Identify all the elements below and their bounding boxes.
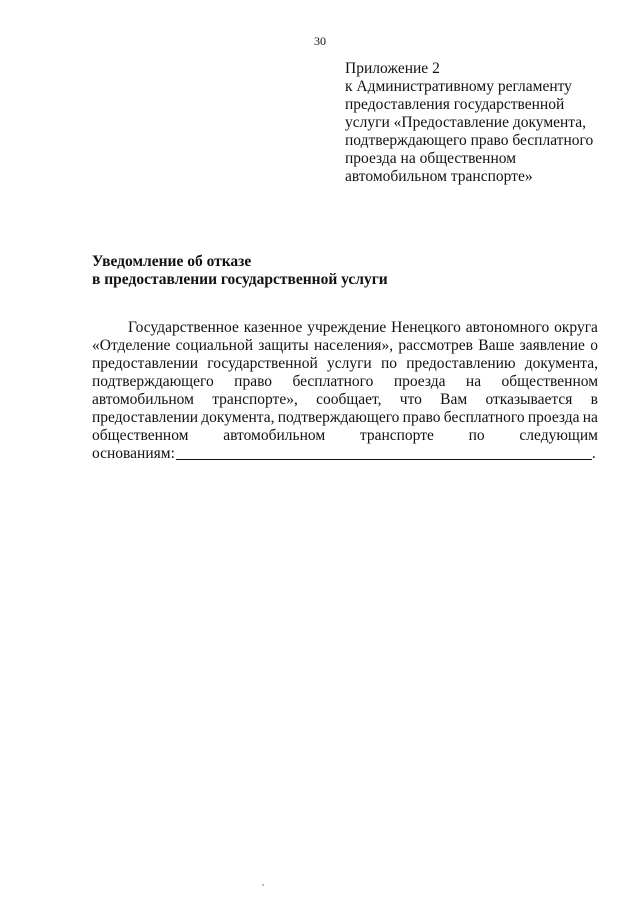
body-line xyxy=(92,319,598,337)
body-word: документа, xyxy=(201,409,275,426)
appendix-line: Приложение 2 xyxy=(345,60,440,77)
title-line-1: Уведомление об отказе xyxy=(92,253,252,270)
grounds-end: . xyxy=(591,445,596,462)
body-word: «Отделение xyxy=(92,337,171,354)
body-word: подтверждающего xyxy=(92,373,214,390)
appendix-line: предоставления государственной xyxy=(345,96,565,113)
body-line xyxy=(92,373,598,391)
appendix-line: подтверждающего право бесплатного xyxy=(345,132,594,149)
body-word: социальной xyxy=(175,337,254,354)
body-word: право xyxy=(234,373,273,390)
body-word: округа xyxy=(554,319,598,336)
notice-body xyxy=(92,319,598,463)
scan-speck xyxy=(262,884,264,886)
body-word: что xyxy=(399,391,422,408)
title-line-2: в предоставлении государственной услуги xyxy=(92,271,388,288)
body-word: в xyxy=(590,391,598,408)
body-word: по xyxy=(380,355,397,372)
body-word: общественном xyxy=(92,427,189,444)
appendix-line: автомобильном транспорте» xyxy=(345,168,533,185)
grounds-blank-field xyxy=(176,445,592,460)
document-title xyxy=(92,253,572,289)
body-word: Государственное xyxy=(128,319,239,336)
body-line xyxy=(92,409,598,427)
body-word: населения», xyxy=(313,337,394,354)
body-word: общественном xyxy=(501,373,598,390)
body-word: предоставлению xyxy=(406,355,516,372)
appendix-line: услуги «Предоставление документа, xyxy=(345,114,587,131)
body-word: сообщает, xyxy=(316,391,382,408)
body-word: рассмотрев xyxy=(398,337,473,354)
body-word: автомобильном xyxy=(92,391,194,408)
body-word: следующим xyxy=(519,427,598,444)
body-word: на xyxy=(582,409,598,426)
body-word: бесплатного xyxy=(443,409,525,426)
body-word: транспорте», xyxy=(212,391,298,408)
body-word: услуги xyxy=(326,355,372,372)
grounds-label: основаниям: xyxy=(92,445,175,462)
body-word: право xyxy=(402,409,441,426)
appendix-line: проезда на общественном xyxy=(345,150,517,167)
body-word: предоставлении xyxy=(92,409,199,426)
body-line-grounds xyxy=(92,445,598,463)
appendix-header xyxy=(345,60,615,186)
body-word: Вам xyxy=(440,391,468,408)
body-word: предоставлении xyxy=(92,355,199,372)
body-word: на xyxy=(465,373,482,390)
body-word: учреждение xyxy=(307,319,387,336)
body-word: бесплатного xyxy=(292,373,374,390)
body-word: отказывается xyxy=(485,391,573,408)
body-word: государственной xyxy=(207,355,318,372)
body-word: Ненецкого xyxy=(391,319,461,336)
appendix-line: к Административному регламенту xyxy=(345,78,572,95)
body-word: проезда xyxy=(393,373,446,390)
body-word: автомобильном xyxy=(223,427,326,444)
body-word: автономного xyxy=(465,319,550,336)
body-line xyxy=(92,391,598,409)
body-word: подтверждающего xyxy=(277,409,400,426)
body-word: защиты xyxy=(258,337,309,354)
body-word: документа, xyxy=(524,355,598,372)
page-number: 30 xyxy=(314,34,326,48)
body-word: Ваше xyxy=(478,337,515,354)
body-line xyxy=(92,427,598,445)
body-line xyxy=(92,337,598,355)
body-word: по xyxy=(468,427,485,444)
body-word: проезда xyxy=(527,409,580,426)
body-word: транспорте xyxy=(359,427,434,444)
body-word: о xyxy=(590,337,598,354)
body-word: казенное xyxy=(243,319,303,336)
body-line xyxy=(92,355,598,373)
body-word: заявление xyxy=(519,337,585,354)
